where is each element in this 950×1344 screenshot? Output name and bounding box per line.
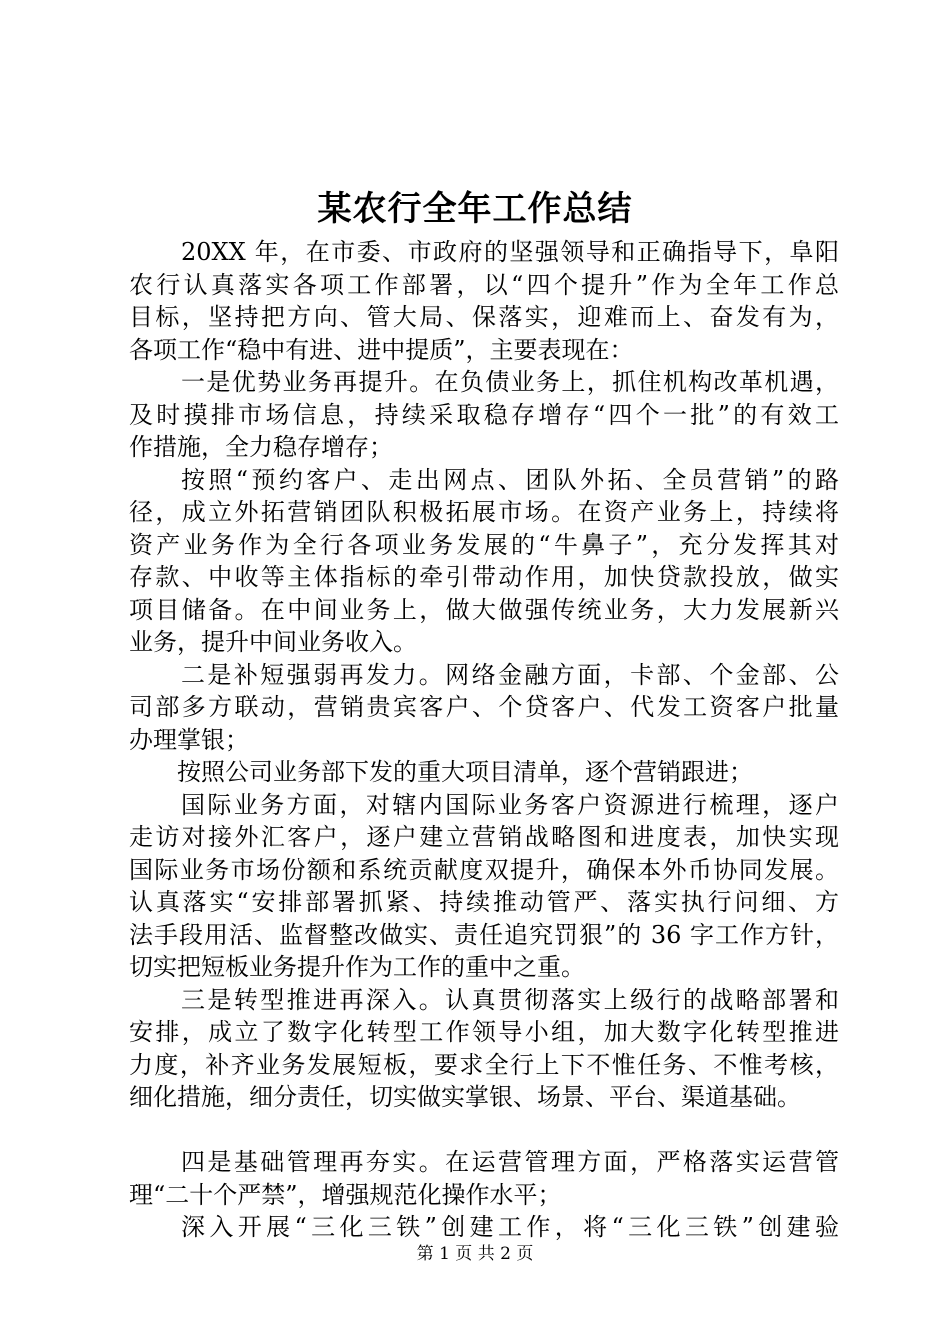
body-line: 办理掌银； [129, 725, 249, 754]
page-number: 第 1 页 共 2 页 [416, 1244, 534, 1264]
body-line: 深入开展“三化三铁”创建工作，将“三化三铁”创建验 [181, 1213, 839, 1241]
body-line: 20XX 年，在市委、市政府的坚强领导和正确指导下，阜阳 [181, 238, 839, 266]
body-line: 项目储备。在中间业务上，做大做强传统业务，大力发展新兴 [129, 595, 839, 624]
body-line: 资产业务作为全行各项业务发展的“牛鼻子”，充分发挥其对 [129, 530, 839, 559]
body-line: 切实把短板业务提升作为工作的重中之重。 [129, 953, 585, 981]
body-line: 农行认真落实各项工作部署，以“四个提升”作为全年工作总 [129, 270, 839, 299]
body-line: 三是转型推进再深入。认真贯彻落实上级行的战略部署和 [181, 985, 839, 1014]
body-line: 存款、中收等主体指标的牵引带动作用，加快贷款投放，做实 [129, 563, 839, 591]
body-line: 四是基础管理再夯实。在运营管理方面，严格落实运营管 [181, 1148, 839, 1176]
body-line: 按照“预约客户、走出网点、团队外拓、全员营销”的路 [181, 465, 839, 494]
body-line: 按照公司业务部下发的重大项目清单，逐个营销跟进； [177, 758, 753, 786]
body-line: 安排，成立了数字化转型工作领导小组，加大数字化转型推进 [129, 1018, 839, 1046]
document-title: 某农行全年工作总结 [317, 189, 633, 229]
body-line: 二是补短强弱再发力。网络金融方面，卡部、个金部、公 [181, 660, 839, 689]
body-line: 目标，坚持把方向、管大局、保落实，迎难而上、奋发有为， [129, 303, 839, 331]
body-line: 一是优势业务再提升。在负债业务上，抓住机构改革机遇， [181, 368, 839, 396]
body-line: 及时摸排市场信息，持续采取稳存增存“四个一批”的有效工 [129, 400, 839, 429]
body-line: 业务，提升中间业务收入。 [129, 628, 417, 656]
body-line: 司部多方联动，营销贵宾客户、个贷客户、代发工资客户批量 [129, 693, 839, 721]
body-line: 国际业务方面，对辖内国际业务客户资源进行梳理，逐户 [181, 790, 839, 819]
body-line: 细化措施，细分责任，切实做实掌银、场景、平台、渠道基础。 [129, 1083, 801, 1111]
body-line: 力度，补齐业务发展短板，要求全行上下不惟任务、不惟考核， [129, 1050, 839, 1079]
body-line: 作措施，全力稳存增存； [129, 433, 393, 461]
document-body [129, 236, 839, 1244]
paragraph-gap [129, 1114, 839, 1147]
body-line: 国际业务市场份额和系统贡献度双提升，确保本外币协同发展。 [129, 855, 839, 884]
body-line: 认真落实“安排部署抓紧、持续推动管严、落实执行问细、方 [129, 888, 839, 916]
body-line: 理“二十个严禁”，增强规范化操作水平； [129, 1180, 562, 1209]
body-line: 各项工作“稳中有进、进中提质”，主要表现在： [129, 335, 634, 364]
body-line: 走访对接外汇客户，逐户建立营销战略图和进度表，加快实现 [129, 823, 839, 851]
body-line: 径，成立外拓营销团队积极拓展市场。在资产业务上，持续将 [129, 498, 839, 526]
body-line: 法手段用活、监督整改做实、责任追究罚狠”的 36 字工作方针， [129, 920, 839, 949]
